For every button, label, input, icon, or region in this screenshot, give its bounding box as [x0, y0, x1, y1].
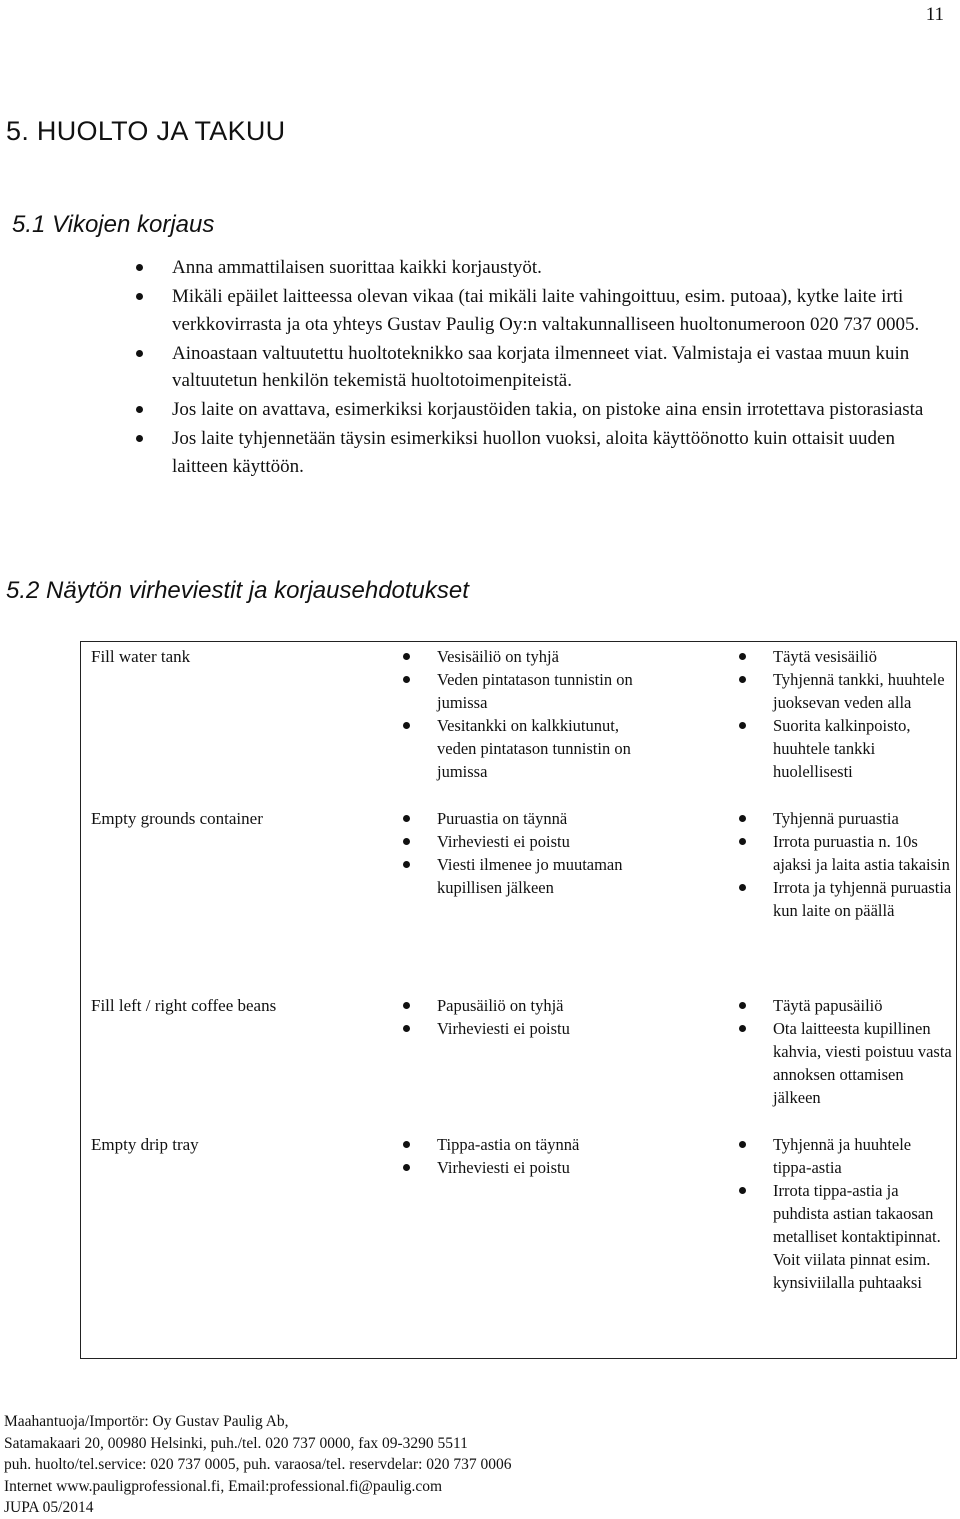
- solution-item: Täytä papusäiliö: [773, 994, 953, 1017]
- cause-item: Virheviesti ei poistu: [437, 830, 633, 853]
- solution-item: Irrota ja tyhjennä puruastia kun laite on päällä: [773, 878, 952, 920]
- cause-list: [437, 994, 633, 1040]
- cause-item: Virheviesti ei poistu: [437, 1017, 633, 1040]
- subsection-title-repairs: 5.1 Vikojen korjaus: [12, 211, 215, 238]
- list-item: Ainoastaan valtuutettu huoltoteknikko saa korjata ilmenneet viat. Valmistaja ei vastaa muun kuin valtuutetun henkilön tekemistä huoltotoimenpiteistä.: [172, 340, 942, 395]
- footer-address: Satamakaari 20, 00980 Helsinki, puh./tel. 020 737 0000, fax 09-3290 5511: [4, 1434, 468, 1452]
- solution-item: Suorita kalkinpoisto, huuhtele tankki huolellisesti: [773, 714, 953, 783]
- importer-footer: [4, 1411, 512, 1519]
- solution-list: [773, 994, 953, 1109]
- cause-item: Veden pintatason tunnistin on jumissa: [437, 670, 633, 712]
- cause-list: [437, 1133, 633, 1179]
- cause-item: Papusäiliö on tyhjä: [437, 994, 633, 1017]
- footer-web-email: Internet www.pauligprofessional.fi, Email:professional.fi@paulig.com: [4, 1477, 443, 1495]
- solution-list: [773, 807, 953, 922]
- solution-item: Irrota puruastia n. 10s ajaksi ja laita astia takaisin: [773, 830, 953, 876]
- cause-list: [437, 807, 633, 899]
- solution-list: [773, 1133, 953, 1294]
- list-item: Mikäli epäilet laitteessa olevan vikaa (tai mikäli laite vahingoittuu, esim. putoaa), kytke laite irti verkkovirrasta ja ota yhteys Gustav Paulig Oy:n valtakunnalliseen huoltonumeroon 020 737 0005.: [172, 283, 942, 338]
- cause-item: Puruastia on täynnä: [437, 807, 633, 830]
- section-title: 5. HUOLTO JA TAKUU: [6, 116, 286, 146]
- solution-item: Täytä vesisäiliö: [773, 645, 953, 668]
- cause-item: Vesitankki on kalkkiutunut, veden pintatason tunnistin on jumissa: [437, 714, 633, 783]
- cause-item: Viesti ilmenee jo muutaman kupillisen jälkeen: [437, 853, 633, 899]
- list-item: Jos laite tyhjennetään täysin esimerkiksi huollon vuoksi, aloita käyttöönotto kuin ottaisit uuden laitteen käyttöön.: [172, 425, 942, 480]
- solution-item: Irrota tippa-astia ja puhdista astian takaosan metalliset kontaktipinnat. Voit viilata pinnat esim. kynsiviilalla puhtaaksi: [773, 1179, 953, 1294]
- footer-importer: Maahantuoja/Importör: Oy Gustav Paulig Ab,: [4, 1413, 289, 1430]
- solution-item: Tyhjennä ja huuhtele tippa-astia: [773, 1133, 953, 1179]
- footer-service-phone: puh. huolto/tel.service: 020 737 0005, puh. varaosa/tel. reservdelar: 020 737 0006: [4, 1456, 512, 1473]
- error-message: Fill water tank: [91, 647, 191, 666]
- footer-doc-code: JUPA 05/2014: [4, 1499, 94, 1516]
- page-number: 11: [925, 4, 944, 25]
- solution-item: Tyhjennä puruastia: [773, 807, 953, 830]
- cause-list: [437, 645, 633, 783]
- error-message: Empty drip tray: [91, 1135, 199, 1154]
- solution-item: Ota laitteesta kupillinen kahvia, viesti poistuu vasta annoksen ottamisen jälkeen: [773, 1019, 952, 1107]
- subsection-title-error-messages: 5.2 Näytön virheviestit ja korjausehdotukset: [6, 577, 469, 604]
- error-message: Empty grounds container: [91, 809, 263, 828]
- solution-list: [773, 645, 953, 783]
- solution-item: Tyhjennä tankki, huuhtele juoksevan veden alla: [773, 668, 953, 714]
- cause-item: Vesisäiliö on tyhjä: [437, 645, 633, 668]
- cause-item: Tippa-astia on täynnä: [437, 1133, 633, 1156]
- cause-item: Virheviesti ei poistu: [437, 1156, 633, 1179]
- repair-instructions-list: [172, 254, 942, 482]
- list-item: Anna ammattilaisen suorittaa kaikki korjaustyöt.: [172, 254, 942, 282]
- error-message: Fill left / right coffee beans: [91, 996, 277, 1015]
- list-item: Jos laite on avattava, esimerkiksi korjaustöiden takia, on pistoke aina ensin irrotettava pistorasiasta: [172, 396, 942, 424]
- error-message-table: [80, 641, 957, 1359]
